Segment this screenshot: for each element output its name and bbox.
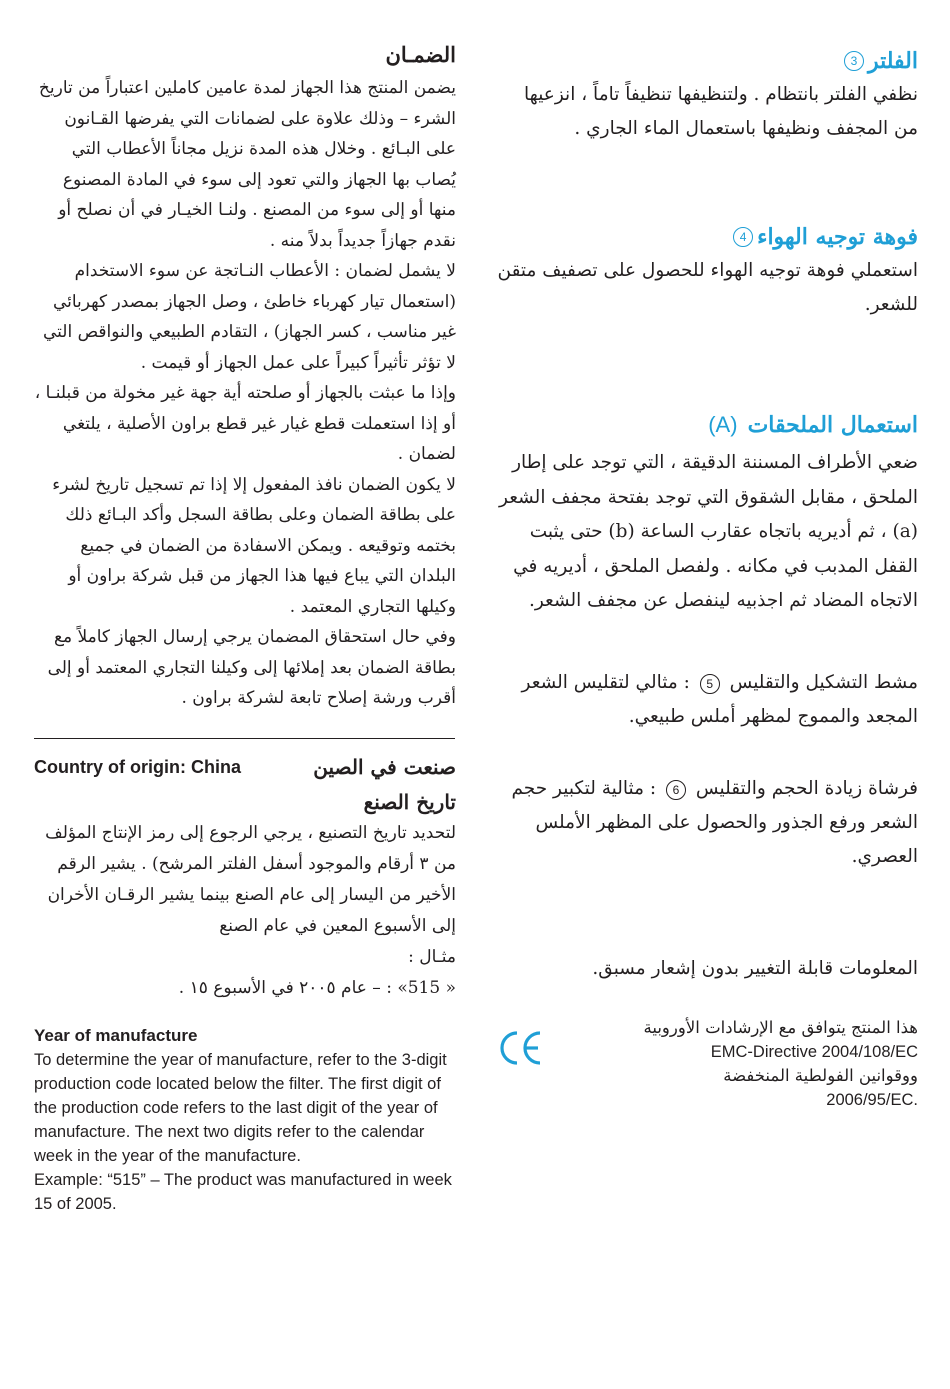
manufacture-en-section [34,1026,456,1216]
filter-body: نظفي الفلتر بانتظام . ولتنظيفها تنظيفاً تاماً ، انزعيها من المجفف ونظيفها باستعمال الماء الجاري . [524,84,918,139]
guarantee-paragraph: وفي حال استحقاق المضمان يرجي إرسال الجهاز كاملاً مع بطاقة الضمان بعد إملائها إلى وكيلنا التجاري المعتمد أو إلى أقرب ورشة إصلاح تابعة لشركة براون . [47,627,456,708]
brush-text [496,772,918,874]
ce-mark-icon [497,1025,543,1071]
attachments-title-text: استعمال الملحقات [747,412,918,438]
change-notice: المعلومات قابلة التغيير بدون إشعار مسبق. [592,958,918,979]
guarantee-section [34,42,456,714]
manufacture-ar-example-label: مثـال : [408,947,456,967]
country-of-origin-ar: صنعت في الصين [313,755,456,779]
attachments-title [496,412,918,438]
guarantee-paragraph: يضمن المنتج هذا الجهاز لمدة عامين كاملين اعتباراً من تاريخ الشرء – وذلك علاوة على لضمانات التي يفرضها القـانون على البـائع . وخلال هذه المدة نزيل مجاناً الأعطاب التي يُصاب بها الجهاز والتي تعود إلى سوء في المادة المصنوع منها أو إلى سوء من المصنع . ولنـا الخيـار في أن نصلح أو نقدم جهازاً جديداً بدلاً منه . [38,78,456,251]
manufacture-en-title: Year of manufacture [34,1026,198,1045]
nozzle-body: استعملي فوهة توجيه الهواء للحصول على تصفيف متقن للشعر. [497,260,918,315]
filter-title-text: الفلتر [867,48,918,74]
compliance-block [560,1016,918,1112]
nozzle-section [496,224,918,322]
circled-number-icon: 4 [733,227,753,247]
nozzle-title-text: فوهة توجيه الهواء [757,224,918,250]
manufacture-ar-example: « 515» : – عام ٢٠٠٥ في الأسبوع ١٥ . [178,978,456,998]
brush-description: : مثالية لتكبير حجم الشعر ورفع الجذور والحصول على المظهر الأملس العصري. [511,778,918,867]
guarantee-paragraph: لا يشمل لضمان : الأعطاب النـاتجة عن سوء الاستخدام (استعمال تيار كهرباء خاطئ ، وصل الجهاز بمصدر كهربائي غير مناسب ، كسر الجهاز) ، التقادم الطبيعي والنواقص التي لا تؤثر تأثيراً كبيراً على عمل الجهاز أو قيمت . [42,261,456,373]
circled-number-icon: 5 [700,674,720,694]
compliance-line-1: هذا المنتج يتوافق مع الإرشادات الأوروبية [643,1018,918,1037]
attachments-section [496,412,918,619]
comb-text [496,666,918,734]
country-of-origin-en: Country of origin: China [34,756,241,777]
manufacture-ar-title: تاريخ الصنع [363,790,456,814]
manufacture-en-example: Example: “515” – The product was manufactured in week 15 of 2005. [34,1171,452,1213]
guarantee-body [34,73,456,714]
compliance-line-2: EMC-Directive 2004/108/EC [710,1043,918,1061]
attachments-label: (A) [708,412,738,437]
section-divider [34,738,455,739]
filter-section [496,48,918,146]
nozzle-title [496,224,918,250]
filter-title [496,48,918,74]
brush-name: فرشاة زيادة الحجم والتقليس [695,778,918,799]
manufacture-ar-body: لتحديد تاريخ التصنيع ، يرجي الرجوع إلى رمز الإنتاج المؤلف من ٣ أرقام والموجود أسفل الفلتر المرشح) . يشير الرقم الأخير من اليسار إلى عام الصنع بينما يشير الرقـان الأخران إلى الأسبوع المعين في عام الصنع [45,823,456,936]
notice-section [496,952,918,986]
comb-description: : مثالي لتقليس الشعر المجعد والمموج لمظهر أملس طبيعي. [521,672,918,727]
brush-section [496,772,918,874]
origin-row [34,755,456,779]
manufacture-ar-section [34,790,456,1004]
manufacture-en-body: To determine the year of manufacture, refer to the 3-digit production code located below the filter. The first digit of the production code refers to the last digit of the year of manufacture. The next two digits refer to the calendar week in the year of the manufacture. [34,1051,447,1165]
compliance-line-3: ووقوانين الفولطية المنخفضة [723,1066,918,1085]
attachments-body: ضعي الأطراف المسننة الدقيقة ، التي توجد على إطار الملحق ، مقابل الشقوق التي توجد بفتحة مجفف الشعر (a) ، ثم أديريه باتجاه عقارب الساعة (b) حتى يثبت القفل المدبب في مكانه . ولفصل الملحق ، أديريه في الاتجاه المضاد ثم اجذبيه لينفصل عن مجفف الشعر. [499,452,918,611]
circled-number-icon: 6 [666,780,686,800]
comb-name: مشط التشكيل والتقليس [729,672,918,693]
guarantee-paragraph: وإذا ما عبثت بالجهاز أو صلحته أية جهة غير مخولة من قبلنـا ، أو إذا استعملت قطع غيار غير قطع براون الأصلية ، يلتغي لضمان . [34,383,456,464]
guarantee-paragraph: لا يكون الضمان نافذ المفعول إلا إذا تم تسجيل تاريخ لشرء على بطاقة الضمان وعلى بطاقة السجل وأكد البـائع ذلك بختمه وتوقيعه . ويمكن الاسفادة من الضمان في جميع البلدان التي يباع فيها هذا الجهاز من قبل شركة براون أو وكيلها التجاري المعتمد . [52,474,456,617]
circled-number-icon: 3 [844,51,864,71]
compliance-line-4: 2006/95/EC. [826,1091,918,1109]
comb-section [496,666,918,734]
guarantee-title: الضمـان [385,42,456,67]
